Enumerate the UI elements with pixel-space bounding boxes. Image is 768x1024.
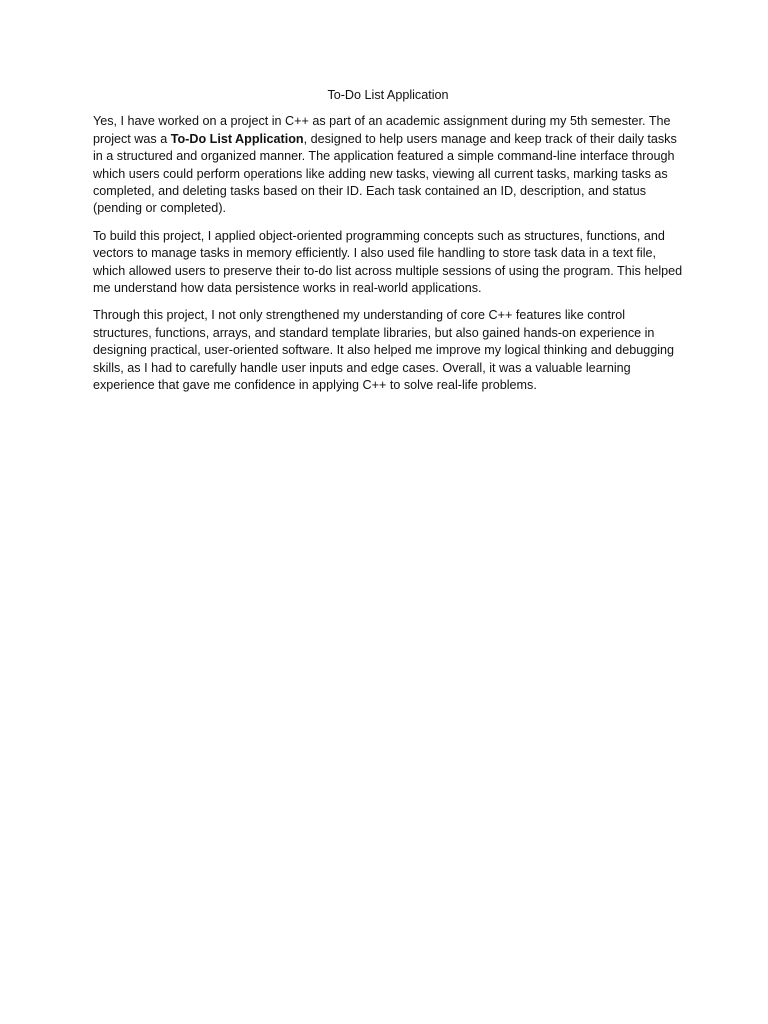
project-name-bold: To-Do List Application — [170, 131, 304, 146]
paragraph-1-text-after: , designed to help users manage and keep track of their daily tasks in a structured and organized manner. The application featured a simple command-line interface through which users could perform operations like adding new tasks, viewing all current tasks, marking tasks as completed, and deleting tasks based on their ID. Each task contained an ID, description, and status (pending or completed). — [93, 131, 677, 216]
document-title: To-Do List Application — [327, 88, 449, 102]
paragraph-3: Through this project, I not only strengthened my understanding of core C++ features like control structures, functions, arrays, and standard template libraries, but also gained hands-on experience in designing practical, user-oriented software. It also helped me improve my logical thinking and debugging skills, as I had to carefully handle user inputs and edge cases. Overall, it was a valuable learning experience that gave me confidence in applying C++ to solve real-life problems. — [93, 308, 675, 393]
paragraph-1 — [93, 113, 683, 217]
paragraph-2: To build this project, I applied object-oriented programming concepts such as structures, functions, and vectors to manage tasks in memory efficiently. I also used file handling to store task data in a text file, which allowed users to preserve their to-do list across multiple sessions of using the program. This helped me understand how data persistence works in real-world applications. — [93, 228, 683, 296]
document-body — [93, 87, 683, 405]
paragraph-1-text-before: Yes, I have worked on a project in C++ as part of an academic assignment during my 5th semester. The project was a — [93, 114, 671, 146]
